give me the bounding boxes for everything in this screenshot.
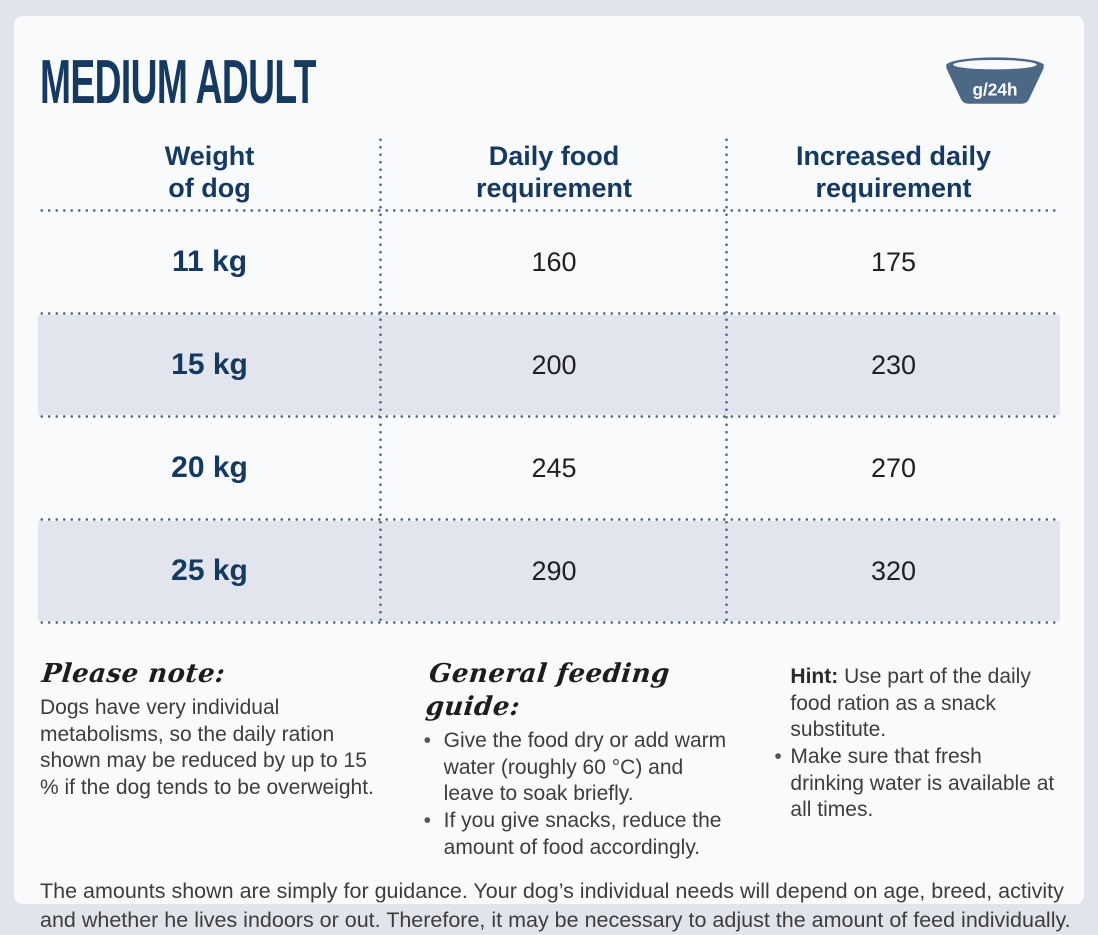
card-header [38,42,1060,124]
column-header-daily: Daily food requirement [475,140,633,203]
hint-text: Hint: Use part of the daily food ration as a snack substitute. [790,665,1031,742]
column-divider-1 [379,136,382,624]
table-row [38,521,1060,621]
bullet-icon: • [423,809,432,832]
increased-value: 175 [870,246,917,277]
food-bowl-icon [936,56,1054,106]
column-header-increased: Increased daily requirement [795,140,992,203]
table-row [38,212,1060,312]
please-note-column [40,658,390,861]
please-note-body: Dogs have very individual metabolisms, so the daily ration shown may be reduced by up to 15 % if the dog tends to be overweight. [40,696,374,799]
guidance-footer-text: The amounts shown are simply for guidance. Your dog’s individual needs will depend on age, breed, activity and whether he lives indoors or out. Therefore, it may be necessary to adjust the amount of feed individually. [40,879,1071,932]
table-row [38,418,1060,518]
badge-label: g/24h [972,79,1018,100]
feeding-guide-column [424,658,729,861]
column-divider-2 [725,136,728,624]
hint-label: Hint: [790,665,839,688]
notes-section [38,658,1060,861]
column-header-weight: Weight of dog [164,140,255,203]
increased-value: 270 [870,452,917,483]
list-item: • If you give snacks, reduce the amount of food accordingly. [424,808,729,861]
please-note-heading: Please note: [40,659,227,689]
bullet-icon: • [423,729,432,753]
table-row [38,315,1060,415]
daily-value: 245 [531,452,577,483]
weight-value: 15 kg [171,348,248,381]
increased-value: 230 [870,349,917,380]
increased-value: 320 [870,555,917,586]
page-title: MEDIUM ADULT [40,48,316,117]
list-item: • Give the food dry or add warm water (roughly 60 °C) and leave to soak briefly. [424,728,729,808]
weight-value: 20 kg [171,451,248,484]
hint-column [774,658,1060,861]
weight-value: 11 kg [171,245,248,278]
bullet-icon: • [774,744,782,768]
feeding-guide-card [14,16,1084,932]
feeding-table [38,136,1060,624]
list-item: • Make sure that fresh drinking water is available at all times. [790,744,1060,824]
feeding-guide-heading: General feeding guide: [423,659,672,723]
daily-value: 290 [531,555,577,586]
weight-value: 25 kg [171,554,248,587]
row-divider [38,621,1060,624]
daily-value: 160 [531,246,577,277]
daily-value: 200 [531,349,577,380]
table-header-row [38,136,1060,209]
